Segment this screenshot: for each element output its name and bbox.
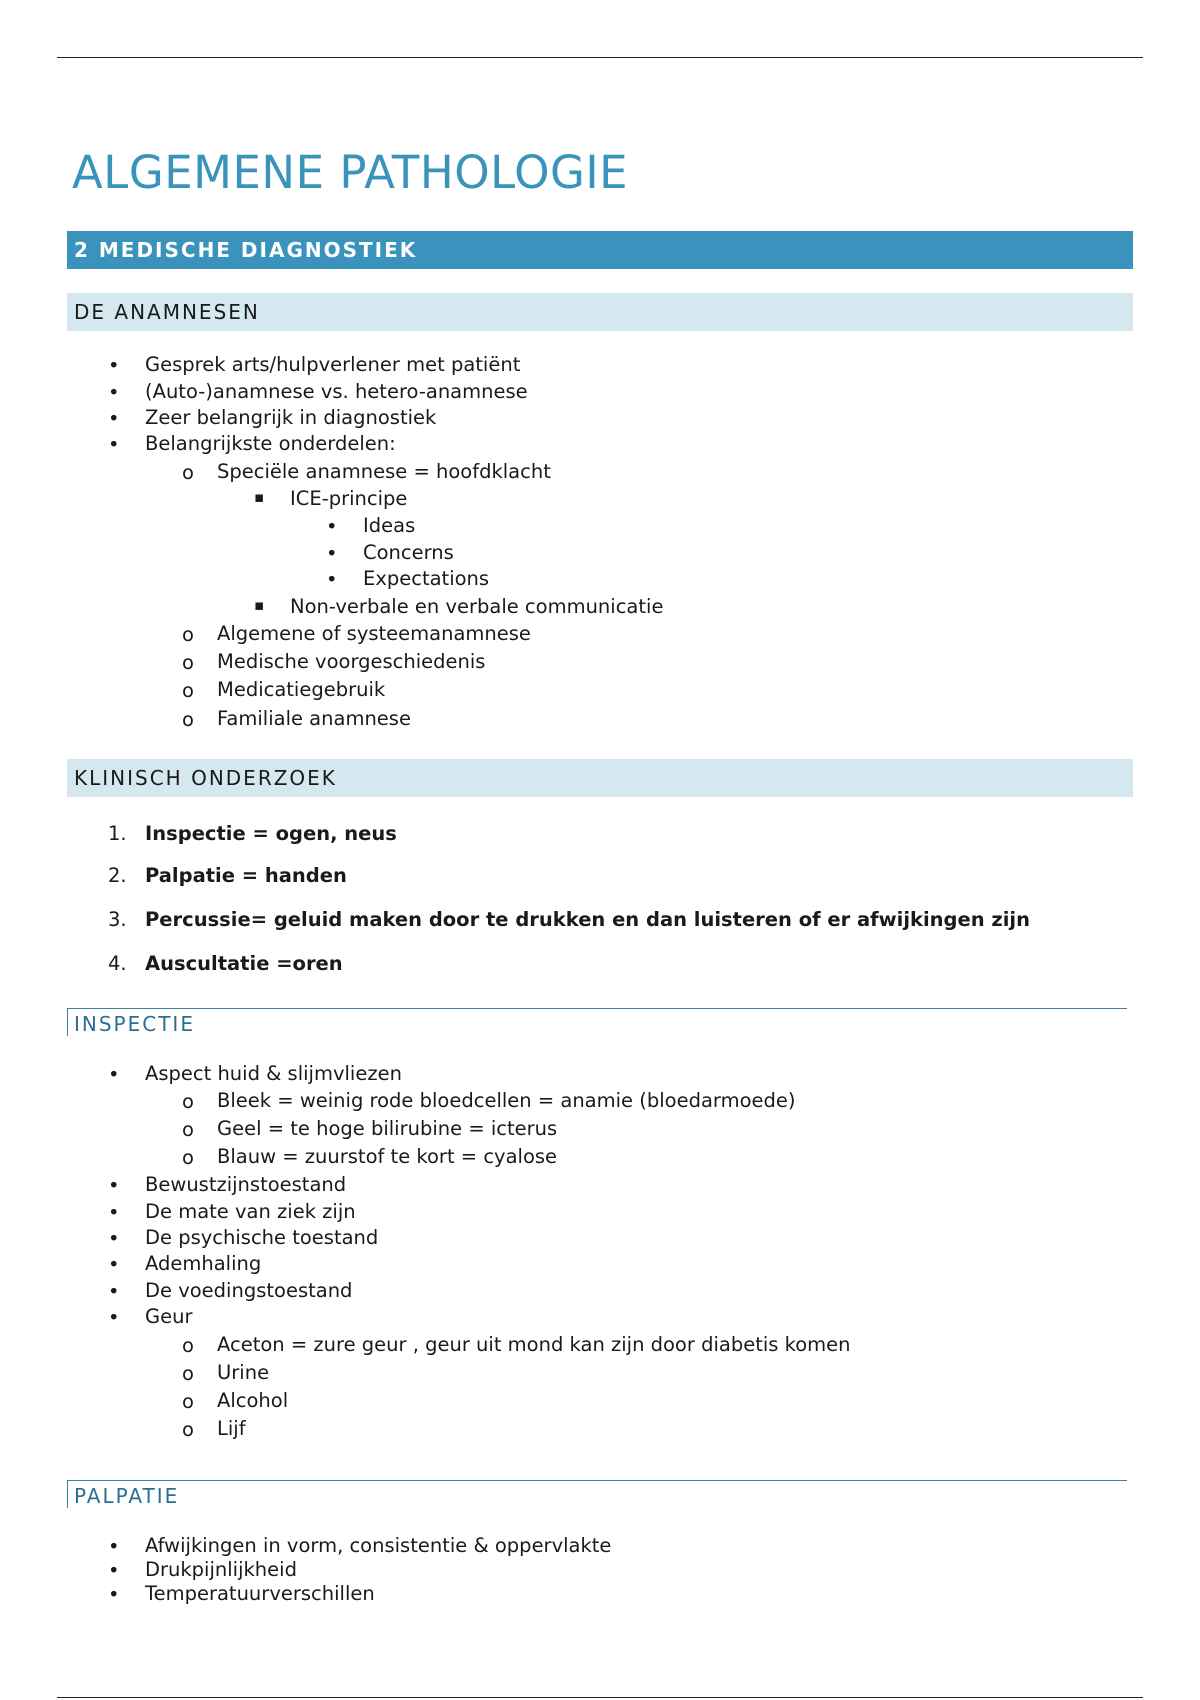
bullet-marker: • [326, 515, 338, 538]
bullet-marker: • [108, 1280, 120, 1303]
document-title: ALGEMENE PATHOLOGIE [72, 146, 629, 199]
bullet-marker: • [108, 407, 120, 430]
bullet-marker: • [108, 1201, 120, 1224]
bullet-marker: • [108, 1253, 120, 1276]
circle-marker: o [182, 623, 194, 646]
bullet-marker: • [108, 1227, 120, 1250]
bullet-marker: • [108, 381, 120, 404]
bullet-marker: • [108, 433, 120, 456]
footer-rule [57, 1697, 1143, 1698]
circle-marker: o [182, 1334, 194, 1357]
bullet-marker: • [326, 542, 338, 565]
bullet-marker: • [108, 1306, 120, 1329]
circle-marker: o [182, 679, 194, 702]
bullet-marker: • [108, 1535, 120, 1558]
section-heading-inspectie: INSPECTIE [67, 1008, 1127, 1036]
circle-marker: o [182, 708, 194, 731]
section-heading-palpatie: PALPATIE [67, 1480, 1127, 1508]
chapter-heading: 2 MEDISCHE DIAGNOSTIEK [67, 231, 1133, 269]
bullet-marker: • [108, 354, 120, 377]
circle-marker: o [182, 651, 194, 674]
bullet-marker: • [108, 1063, 120, 1086]
bullet-marker: • [108, 1174, 120, 1197]
circle-marker: o [182, 1146, 194, 1169]
circle-marker: o [182, 1118, 194, 1141]
circle-marker: o [182, 1362, 194, 1385]
header-rule [57, 57, 1143, 58]
circle-marker: o [182, 1090, 194, 1113]
section-heading-anamnesen: DE ANAMNESEN [67, 293, 1133, 331]
bullet-marker: • [108, 1583, 120, 1606]
circle-marker: o [182, 1418, 194, 1441]
circle-marker: o [182, 461, 194, 484]
square-marker: ▪ [254, 596, 265, 614]
circle-marker: o [182, 1390, 194, 1413]
bullet-marker: • [326, 568, 338, 591]
section-heading-klinisch-onderzoek: KLINISCH ONDERZOEK [67, 759, 1133, 797]
bullet-marker: • [108, 1559, 120, 1582]
square-marker: ▪ [254, 488, 265, 506]
